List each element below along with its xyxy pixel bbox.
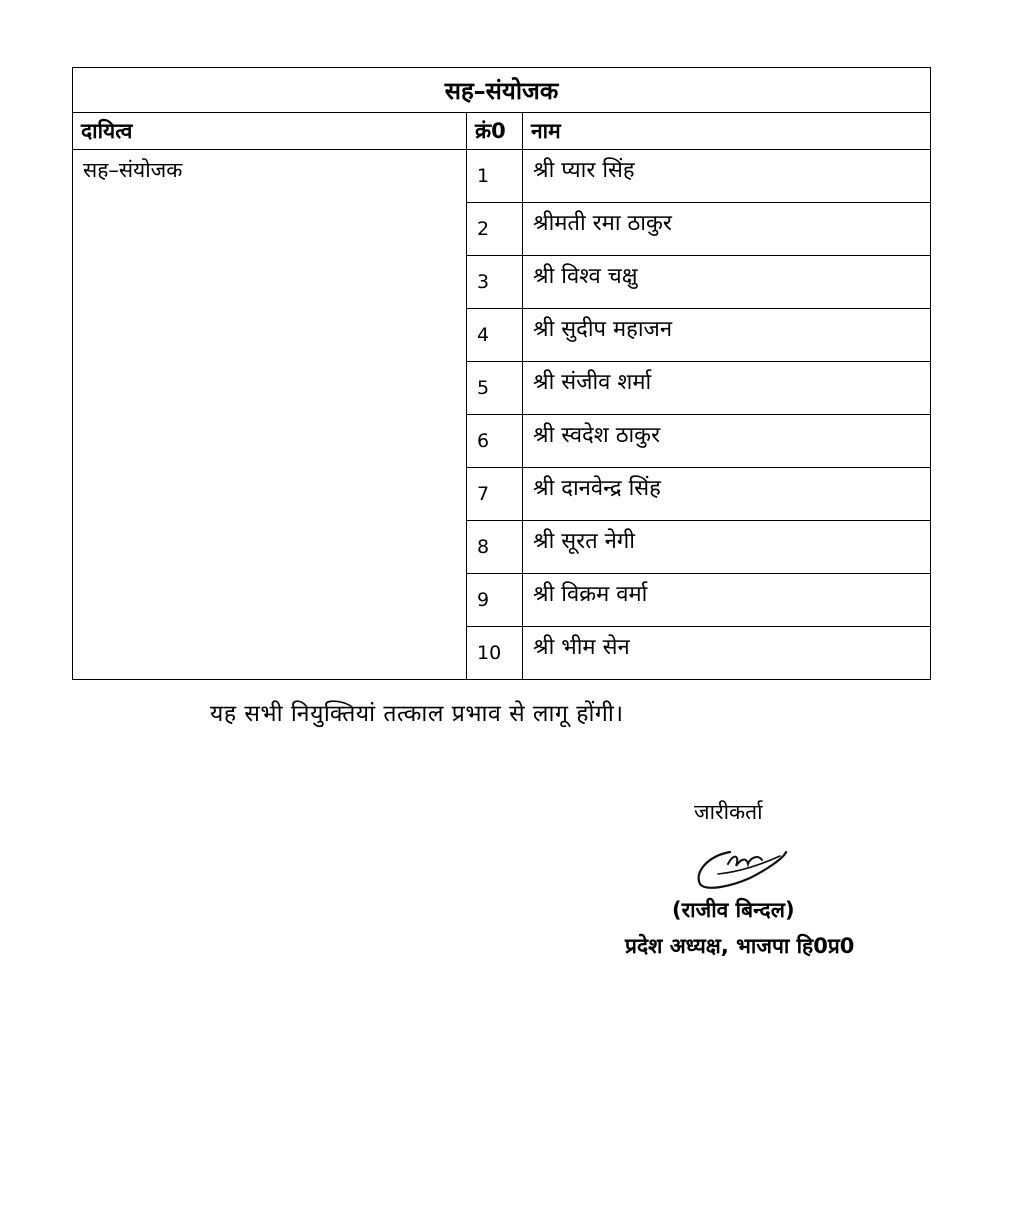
member-name: श्री विक्रम वर्मा xyxy=(523,574,931,627)
serial-number: 6 xyxy=(467,415,523,468)
signer-name: (राजीव बिन्दल) xyxy=(672,898,795,922)
effective-notice: यह सभी नियुक्तियां तत्काल प्रभाव से लागू होंगी। xyxy=(210,701,624,727)
appointments-table xyxy=(72,67,931,680)
member-name: श्री सूरत नेगी xyxy=(523,521,931,574)
member-name: श्री प्यार सिंह xyxy=(523,150,931,203)
member-name: श्री विश्व चक्षु xyxy=(523,256,931,309)
serial-number: 1 xyxy=(467,150,523,203)
table-row xyxy=(73,150,931,203)
member-name: श्री सुदीप महाजन xyxy=(523,309,931,362)
serial-number: 10 xyxy=(467,627,523,680)
header-serial: क्रं0 xyxy=(467,113,523,150)
serial-number: 9 xyxy=(467,574,523,627)
serial-number: 3 xyxy=(467,256,523,309)
serial-number: 2 xyxy=(467,203,523,256)
member-name: श्री दानवेन्द्र सिंह xyxy=(523,468,931,521)
header-name: नाम xyxy=(523,113,931,150)
member-name: श्री भीम सेन xyxy=(523,627,931,680)
member-name: श्री स्वदेश ठाकुर xyxy=(523,415,931,468)
issuer-label: जारीकर्ता xyxy=(694,800,763,824)
role-cell: सह–संयोजक xyxy=(73,150,467,680)
signature-image xyxy=(688,834,788,894)
member-name: श्रीमती रमा ठाकुर xyxy=(523,203,931,256)
signer-title: प्रदेश अध्यक्ष, भाजपा हि0प्र0 xyxy=(625,934,855,958)
serial-number: 4 xyxy=(467,309,523,362)
serial-number: 7 xyxy=(467,468,523,521)
member-name: श्री संजीव शर्मा xyxy=(523,362,931,415)
serial-number: 8 xyxy=(467,521,523,574)
header-role: दायित्व xyxy=(73,113,467,150)
table-header-row xyxy=(73,113,931,150)
table-title-row xyxy=(73,68,931,113)
serial-number: 5 xyxy=(467,362,523,415)
table-title: सह–संयोजक xyxy=(73,68,931,113)
